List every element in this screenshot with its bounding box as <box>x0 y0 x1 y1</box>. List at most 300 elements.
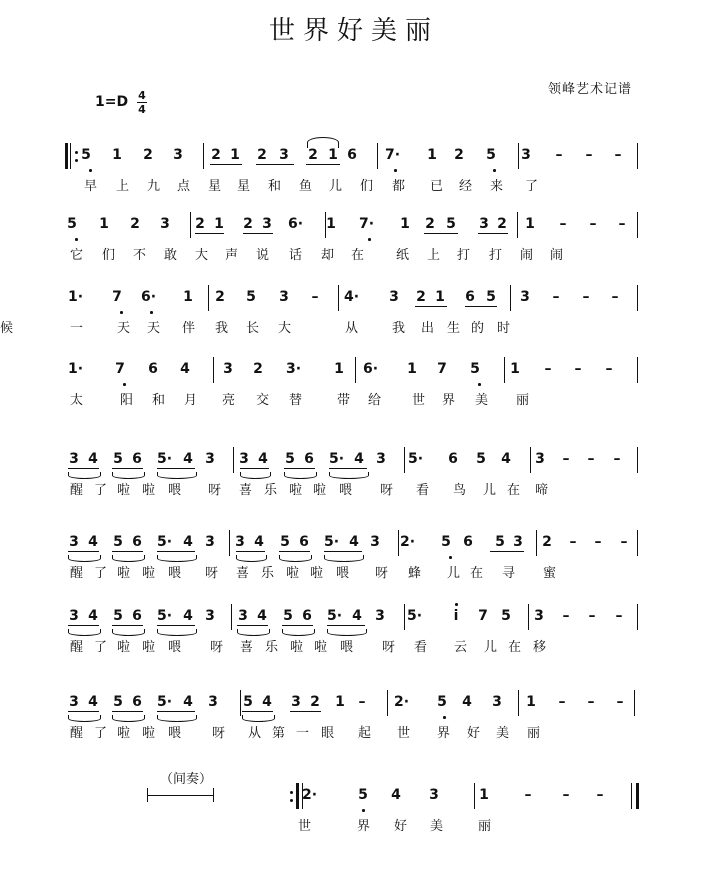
score-row <box>0 143 708 203</box>
lyric-char: 从 <box>248 726 262 741</box>
lyric-char: 闹 <box>520 248 534 263</box>
note: 4 <box>88 694 98 710</box>
bar-line <box>637 143 638 169</box>
note: 1 <box>427 147 437 163</box>
note: 6 <box>302 608 312 624</box>
note: – <box>562 608 570 624</box>
lyric-char: 了 <box>525 179 539 194</box>
note: 5 <box>283 608 293 624</box>
note: 3 <box>375 608 385 624</box>
note: 1 <box>99 216 109 232</box>
octave-dot-below <box>123 383 126 386</box>
notes-line <box>0 285 708 311</box>
lyric-char: 星 <box>237 179 251 194</box>
note: – <box>611 289 619 305</box>
note: – <box>616 694 624 710</box>
lyric-char: 声 <box>225 248 239 263</box>
note: 2· <box>394 694 410 710</box>
lyric-char: 的 <box>471 321 485 336</box>
note: 5 <box>486 147 496 163</box>
lyric-char: 和 <box>152 393 166 408</box>
lyric-char: 好 <box>394 819 408 834</box>
note: 3 <box>376 451 386 467</box>
note: 1 <box>479 787 489 803</box>
lyric-char: 点 <box>177 179 191 194</box>
lyric-char: 移 <box>533 640 547 655</box>
note: 5 <box>246 289 256 305</box>
note: 7· <box>359 216 375 232</box>
lyric-char: 看 <box>416 483 430 498</box>
eighth-underline <box>157 551 195 552</box>
lyric-char: 话 <box>289 248 303 263</box>
note: 3 <box>69 451 79 467</box>
note: 5· <box>329 451 345 467</box>
note: 3 <box>205 451 215 467</box>
bar-line <box>518 143 519 169</box>
bar-line <box>510 285 511 311</box>
octave-dot-above <box>455 603 458 606</box>
note: 6· <box>363 361 379 377</box>
eighth-underline <box>112 551 143 552</box>
lyric-char: 喂 <box>168 483 182 498</box>
lyric-char: 看 <box>414 640 428 655</box>
lyric-char: 啦 <box>117 726 131 741</box>
eighth-underline <box>237 625 268 626</box>
lyric-char: 不 <box>133 248 147 263</box>
note: 3 <box>520 289 530 305</box>
note: i <box>453 608 459 624</box>
lyric-char: 呀 <box>210 640 224 655</box>
score-row <box>0 447 708 507</box>
note: 4 <box>183 608 193 624</box>
note: 6 <box>463 534 473 550</box>
eighth-underline <box>210 164 242 165</box>
note: 1· <box>68 289 84 305</box>
note: 5· <box>157 534 173 550</box>
lyric-char: 天 <box>147 321 161 336</box>
eighth-underline <box>282 625 313 626</box>
lyric-char: 天 <box>117 321 131 336</box>
note: 5 <box>243 694 253 710</box>
lyric-char: 呀 <box>375 566 389 581</box>
bar-line <box>208 285 209 311</box>
note: 3 <box>291 694 301 710</box>
repeat-thick-bar <box>296 783 299 809</box>
note: 7 <box>112 289 122 305</box>
lyric-char: 时 <box>497 321 511 336</box>
bar-line <box>355 357 356 383</box>
lyric-char: 儿 <box>447 566 461 581</box>
repeat-thin-bar <box>302 783 303 809</box>
note: 5 <box>285 451 295 467</box>
note: – <box>524 787 532 803</box>
repeat-start-thick-bar <box>65 143 68 169</box>
final-thin-bar <box>631 783 632 809</box>
note: 3 <box>389 289 399 305</box>
note: 3 <box>173 147 183 163</box>
bar-line <box>229 530 230 556</box>
note: 4 <box>183 534 193 550</box>
lyric-char: 啦 <box>117 640 131 655</box>
note: 4 <box>88 451 98 467</box>
lyric-char: 来 <box>490 179 504 194</box>
lyric-char: 给 <box>368 393 382 408</box>
bar-line <box>637 530 638 556</box>
lyric-char: 纸 <box>396 248 410 263</box>
lyrics-line <box>0 242 708 262</box>
note: 3 <box>160 216 170 232</box>
note: 3 <box>205 608 215 624</box>
lyric-char: 蜜 <box>543 566 557 581</box>
eighth-underline <box>465 306 497 307</box>
bar-line <box>530 447 531 473</box>
lyric-char: 醒 <box>70 483 84 498</box>
lyric-char: 蜂 <box>408 566 422 581</box>
octave-dot-below <box>394 169 397 172</box>
lyric-char: 出 <box>421 321 435 336</box>
note: 1 <box>510 361 520 377</box>
note: – <box>620 534 628 550</box>
note: 1 <box>326 216 336 232</box>
note: 5 <box>113 451 123 467</box>
note: 2 <box>497 216 507 232</box>
bar-line <box>404 604 405 630</box>
bar-line <box>637 604 638 630</box>
note: 4 <box>180 361 190 377</box>
lyric-char: 阳 <box>120 393 134 408</box>
note: 3 <box>370 534 380 550</box>
note: 4 <box>391 787 401 803</box>
eighth-underline <box>242 711 273 712</box>
note: 2· <box>400 534 416 550</box>
lyric-char: 喂 <box>168 726 182 741</box>
bar-line <box>387 690 388 716</box>
lyrics-line <box>0 315 708 335</box>
lyric-char: 月 <box>184 393 198 408</box>
bar-line <box>517 212 518 238</box>
note: – <box>558 694 566 710</box>
lyric-char: 寻 <box>502 566 516 581</box>
lyric-char: 喂 <box>168 640 182 655</box>
note: 2 <box>215 289 225 305</box>
interlude-notes-line <box>0 783 708 809</box>
interlude-lyrics-line <box>0 813 708 833</box>
note: 4 <box>183 694 193 710</box>
note: 3 <box>479 216 489 232</box>
tie-arc <box>307 137 339 148</box>
lyric-char: 呀 <box>212 726 226 741</box>
bar-line <box>637 212 638 238</box>
lyric-char: 生 <box>447 321 461 336</box>
note: 6 <box>132 534 142 550</box>
lyric-char: 喂 <box>339 483 353 498</box>
lyric-char: 啦 <box>142 483 156 498</box>
note: – <box>569 534 577 550</box>
lyric-char: 丽 <box>478 819 492 834</box>
octave-dot-below <box>443 716 446 719</box>
interlude-rest-line <box>148 795 214 796</box>
note: 7 <box>478 608 488 624</box>
bar-line <box>518 690 519 716</box>
lyric-char: 大 <box>195 248 209 263</box>
lyric-char: 太 <box>70 393 84 408</box>
interlude-rest-tick-left <box>147 788 148 802</box>
score-row <box>0 357 708 417</box>
note: 6 <box>132 451 142 467</box>
lyric-char: 长 <box>246 321 260 336</box>
note: – <box>589 216 597 232</box>
lyric-char: 在 <box>508 640 522 655</box>
lyric-char: 啦 <box>286 566 300 581</box>
repeat-dot <box>75 159 78 162</box>
lyric-char: 云 <box>454 640 468 655</box>
note: 3 <box>205 534 215 550</box>
note: 2 <box>130 216 140 232</box>
lyric-char: 丽 <box>516 393 530 408</box>
eighth-underline <box>112 711 143 712</box>
note: 2 <box>253 361 263 377</box>
lyric-char: 已 <box>430 179 444 194</box>
lyric-char: 乐 <box>264 483 278 498</box>
note: – <box>587 451 595 467</box>
interlude-rest-tick-right <box>213 788 214 802</box>
note: 1· <box>68 361 84 377</box>
note: 3 <box>429 787 439 803</box>
bar-line <box>190 212 191 238</box>
time-signature <box>137 90 147 115</box>
note: 3· <box>286 361 302 377</box>
note: – <box>552 289 560 305</box>
note: 1 <box>328 147 338 163</box>
eighth-underline <box>279 551 310 552</box>
time-signature-bottom: 4 <box>138 103 146 116</box>
lyric-char: 啦 <box>142 726 156 741</box>
interlude-row <box>0 783 708 843</box>
note: 1 <box>230 147 240 163</box>
note: 1 <box>525 216 535 232</box>
lyric-char: 伴 <box>182 321 196 336</box>
octave-dot-below <box>89 169 92 172</box>
lyric-char: 喂 <box>336 566 350 581</box>
note: 5· <box>157 451 173 467</box>
score-row <box>0 530 708 590</box>
notes-line <box>0 604 708 630</box>
note: 3 <box>223 361 233 377</box>
note: – <box>544 361 552 377</box>
transcriber-credit: 领峰艺术记谱 <box>547 82 632 97</box>
eighth-underline <box>327 625 365 626</box>
lyric-char: 在 <box>470 566 484 581</box>
note: 2 <box>195 216 205 232</box>
lyric-char: 呀 <box>380 483 394 498</box>
score-row <box>0 604 708 664</box>
lyric-char: 世 <box>412 393 426 408</box>
note: 2 <box>542 534 552 550</box>
notes-line <box>0 357 708 383</box>
octave-dot-below <box>150 311 153 314</box>
eighth-underline <box>68 468 99 469</box>
note: – <box>582 289 590 305</box>
lyric-char: 醒 <box>70 566 84 581</box>
note: 5· <box>157 694 173 710</box>
eighth-underline <box>290 711 321 712</box>
score-row <box>0 212 708 272</box>
lyrics-line <box>0 387 708 407</box>
note: – <box>614 147 622 163</box>
lyric-char: 乐 <box>261 566 275 581</box>
lyric-char: 喂 <box>168 566 182 581</box>
lyric-char: 啦 <box>117 566 131 581</box>
lyric-char: 鸟 <box>453 483 467 498</box>
note: 2 <box>310 694 320 710</box>
note: 6 <box>304 451 314 467</box>
note: 4 <box>462 694 472 710</box>
note: 3 <box>521 147 531 163</box>
note: – <box>594 534 602 550</box>
lyrics-line <box>0 720 708 740</box>
lyrics-line <box>0 634 708 654</box>
note: 4 <box>88 608 98 624</box>
lyric-char: 在 <box>351 248 365 263</box>
note: 4 <box>258 451 268 467</box>
bar-line <box>325 212 326 238</box>
lyrics-line <box>0 477 708 497</box>
lyric-char: 呀 <box>208 483 222 498</box>
eighth-underline <box>157 468 195 469</box>
note: 6 <box>465 289 475 305</box>
eighth-underline <box>157 625 195 626</box>
lyric-char: 了 <box>94 640 108 655</box>
note: 3 <box>208 694 218 710</box>
note: 3 <box>69 694 79 710</box>
eighth-underline <box>112 625 143 626</box>
note: 5 <box>81 147 91 163</box>
lyric-char: 啦 <box>314 640 328 655</box>
lyric-char: 醒 <box>70 726 84 741</box>
note: 7 <box>437 361 447 377</box>
lyric-char: 丽 <box>527 726 541 741</box>
note: 5 <box>501 608 511 624</box>
lyric-char: 啦 <box>313 483 327 498</box>
note: – <box>559 216 567 232</box>
lyric-char: 了 <box>94 566 108 581</box>
eighth-underline <box>306 164 340 165</box>
repeat-dot <box>290 799 293 802</box>
bar-line <box>203 143 204 169</box>
note: 5· <box>157 608 173 624</box>
note: 5 <box>446 216 456 232</box>
note: 1 <box>435 289 445 305</box>
lyric-char: 早 <box>84 179 98 194</box>
bar-line <box>398 530 399 556</box>
lyric-char: 喂 <box>340 640 354 655</box>
lyric-char: 啦 <box>117 483 131 498</box>
note: 4 <box>354 451 364 467</box>
eighth-underline <box>157 711 195 712</box>
note: 4 <box>257 608 267 624</box>
note: 3 <box>279 289 289 305</box>
note: 3 <box>535 451 545 467</box>
note: 6 <box>448 451 458 467</box>
note: 4 <box>88 534 98 550</box>
octave-dot-below <box>449 556 452 559</box>
note: – <box>615 608 623 624</box>
lyric-char: 们 <box>102 248 116 263</box>
note: 3 <box>492 694 502 710</box>
note: 2 <box>454 147 464 163</box>
repeat-start-thin-bar <box>70 143 71 169</box>
octave-dot-below <box>120 311 123 314</box>
lyric-char: 和 <box>268 179 282 194</box>
bar-line <box>404 447 405 473</box>
note: 2 <box>143 147 153 163</box>
lyric-char: 替 <box>289 393 303 408</box>
eighth-underline <box>256 164 294 165</box>
lyric-char: 打 <box>489 248 503 263</box>
note: 2 <box>308 147 318 163</box>
bar-line <box>637 285 638 311</box>
lyric-char: 闹 <box>550 248 564 263</box>
note: – <box>562 787 570 803</box>
bar-line <box>240 690 241 716</box>
eighth-underline <box>415 306 447 307</box>
lyric-char: 喜 <box>236 566 250 581</box>
note: – <box>587 694 595 710</box>
lyric-char: 说 <box>256 248 270 263</box>
note: 5 <box>113 608 123 624</box>
note: 1 <box>334 361 344 377</box>
note: 6 <box>148 361 158 377</box>
lyric-char: 带 <box>337 393 351 408</box>
eighth-underline <box>240 468 269 469</box>
lyric-char: 起 <box>358 726 372 741</box>
note: 7 <box>115 361 125 377</box>
lyric-char: 大 <box>278 321 292 336</box>
lyric-char: 却 <box>321 248 335 263</box>
note: – <box>574 361 582 377</box>
note: – <box>555 147 563 163</box>
bar-line <box>338 285 339 311</box>
note: 4 <box>352 608 362 624</box>
lyric-char: 喜 <box>240 640 254 655</box>
lyric-char: 从 <box>345 321 359 336</box>
note: – <box>585 147 593 163</box>
lyric-char: 上 <box>116 179 130 194</box>
lyric-char: 啦 <box>289 483 303 498</box>
lyrics-line <box>0 560 708 580</box>
eighth-underline <box>195 233 224 234</box>
note: 4 <box>262 694 272 710</box>
note: 6· <box>141 289 157 305</box>
note: 4 <box>183 451 193 467</box>
note: 5· <box>408 451 424 467</box>
lyric-char: 第 <box>272 726 286 741</box>
note: – <box>588 608 596 624</box>
note: 5· <box>327 608 343 624</box>
lyric-char: 儿 <box>484 640 498 655</box>
lyric-char: 乐 <box>265 640 279 655</box>
note: 3 <box>239 451 249 467</box>
bar-line <box>474 783 475 809</box>
note: 5 <box>113 534 123 550</box>
time-signature-top: 4 <box>138 89 146 102</box>
lyric-char: 了 <box>94 726 108 741</box>
bar-line <box>504 357 505 383</box>
note: 2 <box>243 216 253 232</box>
note: 1 <box>526 694 536 710</box>
note: 3 <box>513 534 523 550</box>
lyric-char: 呀 <box>205 566 219 581</box>
